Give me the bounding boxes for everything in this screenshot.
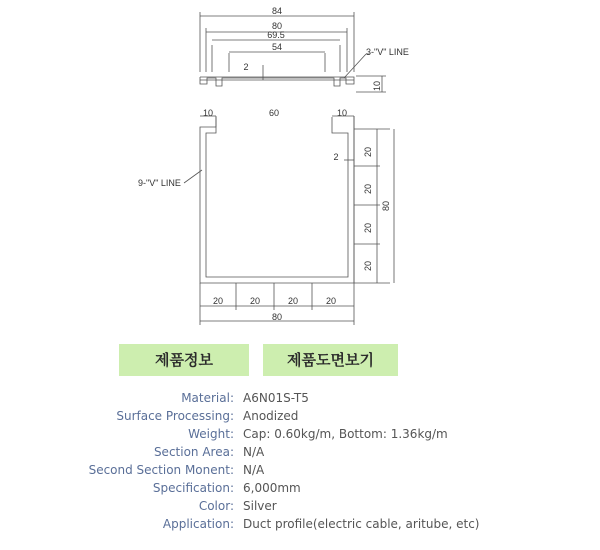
right-dim-4: 20 bbox=[363, 260, 373, 272]
spec-label: Specification: bbox=[152, 481, 234, 495]
v-line-note-top: 3-"V" LINE bbox=[366, 47, 409, 57]
spec-value: N/A bbox=[243, 463, 265, 477]
spec-value: Silver bbox=[243, 499, 277, 513]
bottom-dim-3: 20 bbox=[287, 296, 299, 306]
spec-label: Weight: bbox=[188, 427, 234, 441]
front-top-dim-right: 10 bbox=[336, 108, 348, 118]
dim-54: 54 bbox=[271, 42, 283, 52]
spec-value: N/A bbox=[243, 445, 265, 459]
right-dim-3: 20 bbox=[363, 222, 373, 234]
spec-value: Cap: 0.60kg/m, Bottom: 1.36kg/m bbox=[243, 427, 448, 441]
spec-label: Application: bbox=[162, 517, 234, 531]
spec-value: Duct profile(electric cable, aritube, etc) bbox=[243, 517, 480, 531]
spec-row-second-section-moment bbox=[0, 461, 600, 479]
spec-label: Surface Processing: bbox=[116, 409, 234, 423]
bottom-dim-4: 20 bbox=[325, 296, 337, 306]
bottom-total-dim: 80 bbox=[271, 312, 283, 322]
right-dim-1: 20 bbox=[363, 146, 373, 158]
dim-84: 84 bbox=[271, 6, 283, 16]
dim-80: 80 bbox=[271, 21, 283, 31]
front-top-dim-middle: 60 bbox=[268, 108, 280, 118]
v-line-note-front: 9-"V" LINE bbox=[138, 178, 181, 188]
bottom-dim-2: 20 bbox=[249, 296, 261, 306]
spec-label: Color: bbox=[198, 499, 234, 513]
tab-product-drawing[interactable]: 제품도면보기 bbox=[263, 344, 398, 376]
right-total-dim: 80 bbox=[381, 200, 391, 212]
tab-product-info[interactable]: 제품정보 bbox=[119, 344, 249, 376]
spec-value: 6,000mm bbox=[243, 481, 301, 495]
spec-row-weight bbox=[0, 425, 600, 443]
spec-label: Second Section Monent: bbox=[88, 463, 234, 477]
spec-value: Anodized bbox=[243, 409, 299, 423]
spec-row-material bbox=[0, 389, 600, 407]
spec-row-application bbox=[0, 515, 600, 533]
spec-row-specification bbox=[0, 479, 600, 497]
spec-label: Material: bbox=[181, 391, 234, 405]
spec-row-section-area bbox=[0, 443, 600, 461]
bottom-dim-1: 20 bbox=[212, 296, 224, 306]
front-top-dim-left: 10 bbox=[202, 108, 214, 118]
dim-69-5: 69.5 bbox=[267, 30, 285, 40]
spec-label: Section Area: bbox=[153, 445, 234, 459]
dim-10: 10 bbox=[372, 80, 382, 92]
dim-2: 2 bbox=[243, 62, 249, 72]
front-small-dim-2: 2 bbox=[333, 152, 339, 162]
spec-value: A6N01S-T5 bbox=[243, 391, 309, 405]
right-dim-2: 20 bbox=[363, 183, 373, 195]
spec-row-surface-processing bbox=[0, 407, 600, 425]
spec-row-color bbox=[0, 497, 600, 515]
